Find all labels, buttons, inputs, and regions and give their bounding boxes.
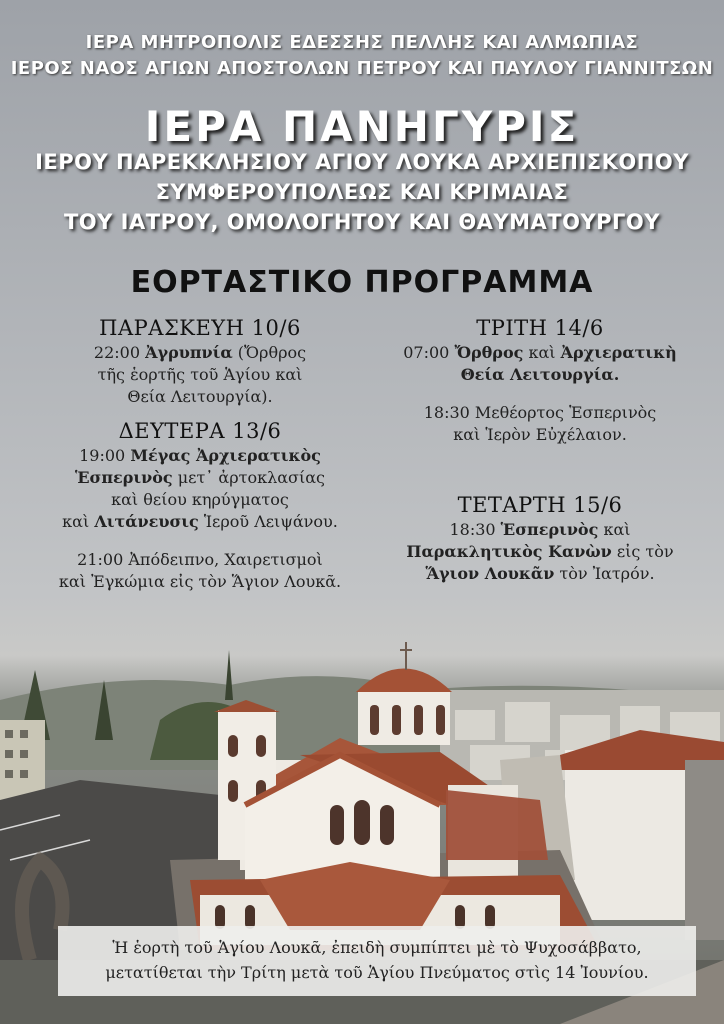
program-left-column [40,315,360,593]
event-line: Ἅγιον Λουκᾶν τὸν Ἰατρόν. [425,564,655,583]
event-line: 21:00 Ἀπόδειπνο, Χαιρετισμοὶ [77,550,323,569]
poster-title: ΙΕΡΑ ΠΑΝΗΓΥΡΙΣ [144,102,580,151]
event-line: Θεία Λειτουργία). [127,387,273,406]
day-heading-monday: ΔΕΥΤΕΡΑ 13/6 [118,419,282,443]
event-line: Ἑσπερινὸς μετ᾽ ἀρτοκλασίας [75,468,325,487]
event-line: 22:00 Ἀγρυπνία (Ὄρθρος [93,343,307,362]
event-line: τῆς ἑορτῆς τοῦ Ἁγίου καὶ [97,365,303,384]
event-line: 19:00 Μέγας Ἀρχιερατικὸς [79,446,321,465]
event-line: 18:30 Μεθέορτος Ἑσπερινὸς [423,403,657,422]
subtitle-line-3: ΤΟΥ ΙΑΤΡΟΥ, ΟΜΟΛΟΓΗΤΟΥ ΚΑΙ ΘΑΥΜΑΤΟΥΡΓΟΥ [63,210,660,234]
subtitle-line-1: ΙΕΡΟΥ ΠΑΡΕΚΚΛΗΣΙΟΥ ΑΓΙΟΥ ΛΟΥΚΑ ΑΡΧΙΕΠΙΣΚΟΠΟΥ [35,150,689,174]
notice-box [58,926,696,996]
metropolis-heading: ΙΕΡΑ ΜΗΤΡΟΠΟΛΙΣ ΕΔΕΣΣΗΣ ΠΕΛΛΗΣ ΚΑΙ ΑΛΜΩΠΙΑΣ [85,32,639,53]
event-line: Θεία Λειτουργία. [460,365,620,384]
day-heading-friday: ΠΑΡΑΣΚΕΥΗ 10/6 [99,316,301,340]
event-line: 18:30 Ἑσπερινὸς καὶ [449,520,631,539]
parish-heading: ΙΕΡΟΣ ΝΑΟΣ ΑΓΙΩΝ ΑΠΟΣΤΟΛΩΝ ΠΕΤΡΟΥ ΚΑΙ ΠΑΥΛΟΥ ΓΙΑΝΝΙΤΣΩΝ [10,58,714,79]
day-heading-wednesday: ΤΕΤΑΡΤΗ 15/6 [457,493,623,517]
event-line: Παρακλητικὸς Κανὼν εἰς τὸν [406,542,674,561]
day-heading-tuesday: ΤΡΙΤΗ 14/6 [476,316,604,340]
event-line: καὶ Ἱερὸν Εὐχέλαιον. [453,425,627,444]
event-line: καὶ Λιτάνευσις Ἱεροῦ Λειψάνου. [62,512,338,531]
event-line: 07:00 Ὄρθρος καὶ Ἀρχιερατικὴ [403,343,677,362]
event-line: καὶ Ἐγκώμια εἰς τὸν Ἅγιον Λουκᾶ. [58,572,342,591]
subtitle-line-2: ΣΥΜΦΕΡΟΥΠΟΛΕΩΣ ΚΑΙ ΚΡΙΜΑΙΑΣ [155,180,569,204]
notice-line-2: μετατίθεται τὴν Τρίτη μετὰ τοῦ Ἁγίου Πνεύματος στὶς 14 Ἰουνίου. [105,963,649,982]
event-line: καὶ θείου κηρύγματος [111,490,289,509]
notice-line-1: Ἡ ἑορτὴ τοῦ Ἁγίου Λουκᾶ, ἐπειδὴ συμπίπτει μὲ τὸ Ψυχοσάββατο, [112,938,642,957]
program-right-column [380,315,700,585]
program-title: ΕΟΡΤΑΣΤΙΚΟ ΠΡΟΓΡΑΜΜΑ [130,265,594,300]
